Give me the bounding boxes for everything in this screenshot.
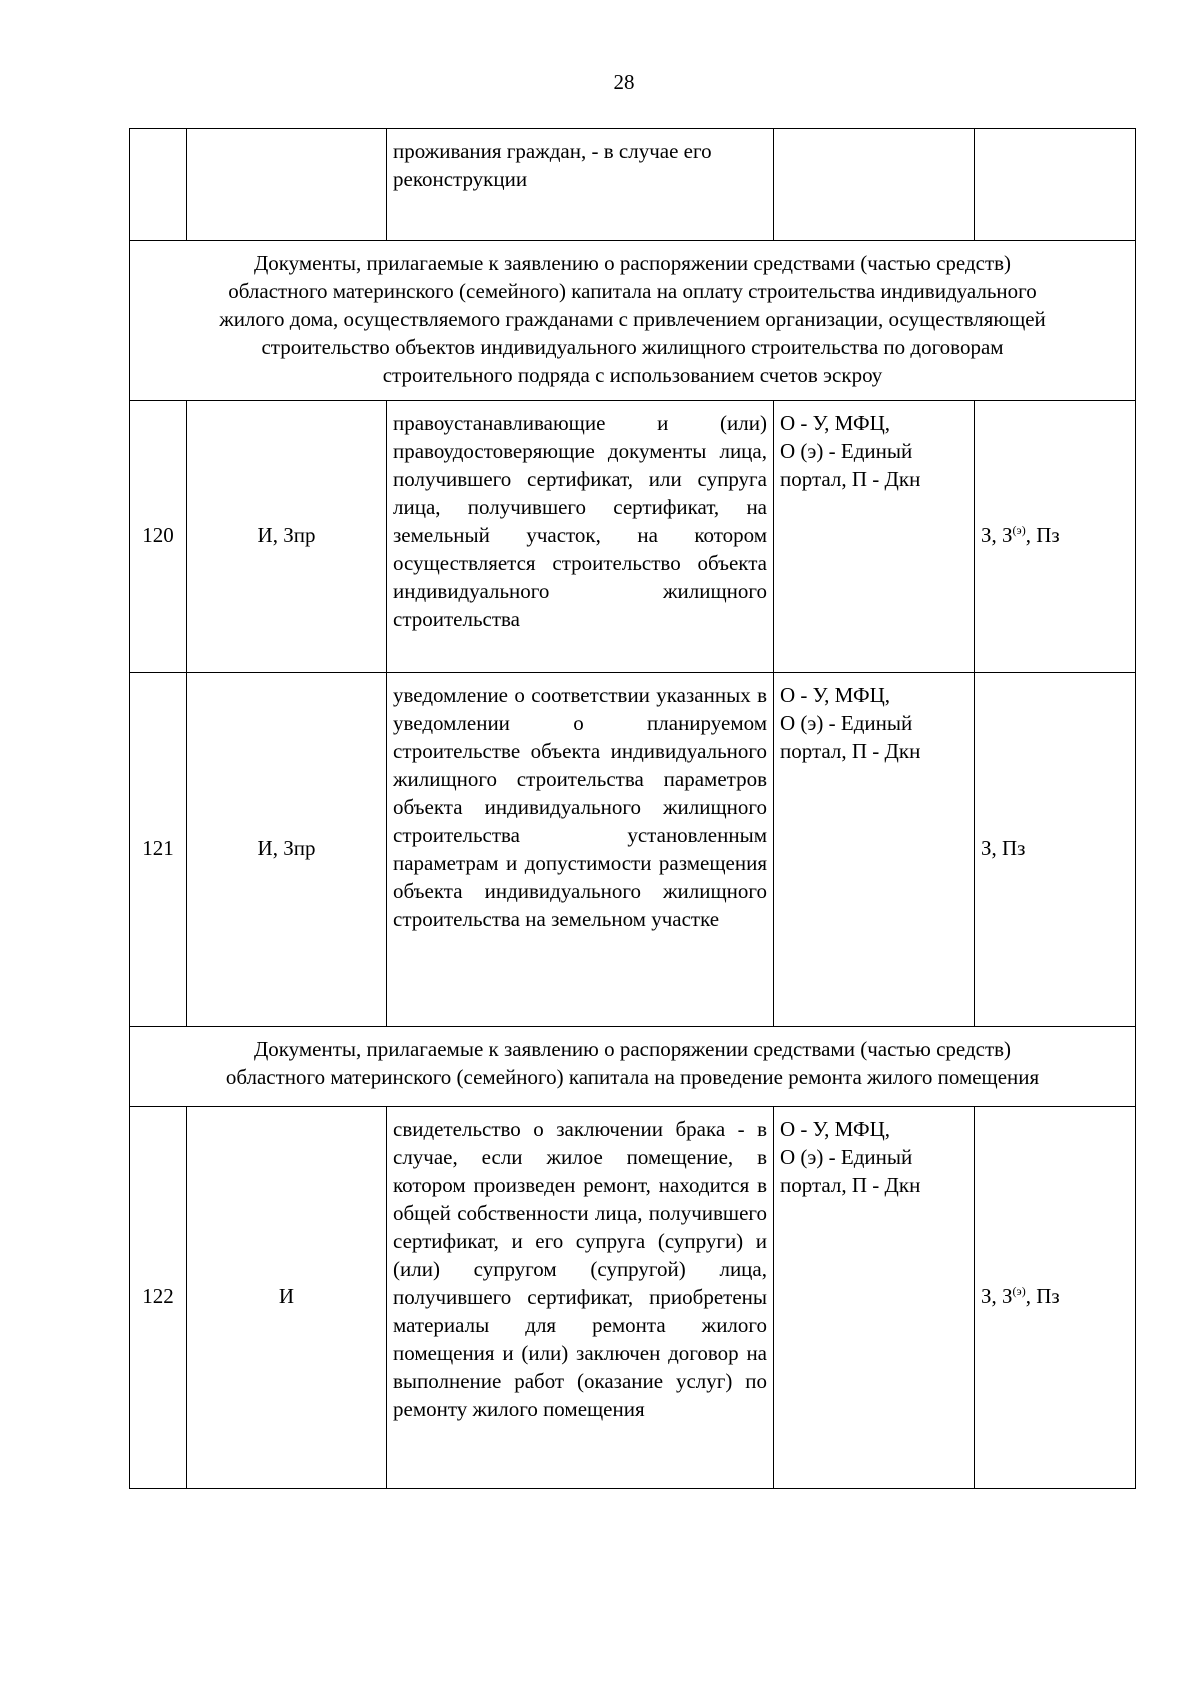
page-number: 28 [613, 70, 635, 94]
section-header [130, 241, 1136, 401]
number-cell [130, 129, 187, 241]
submission-method [774, 1107, 975, 1489]
section-header-line: строительство объектов индивидуального жилищного строительства по договорам [261, 335, 1004, 359]
table-row [130, 1107, 1136, 1489]
submission-method-line: О - У, МФЦ, [780, 683, 891, 707]
table-row [130, 401, 1136, 673]
submission-method-line: О - У, МФЦ, [780, 1117, 891, 1141]
document-kind: И [187, 1107, 387, 1489]
section-header-line: жилого дома, осуществляемого гражданами с привлечением организации, осуществляющей [219, 307, 1046, 331]
table-row-continuation [130, 129, 1136, 241]
submission-method [774, 401, 975, 673]
result-text: З, З [981, 522, 1013, 547]
submission-method-line: О (э) - Единый [780, 1145, 913, 1169]
section-header-line: областного материнского (семейного) капитала на оплату строительства индивидуального [228, 279, 1037, 303]
result-text-suffix: , Пз [1025, 1283, 1060, 1308]
document-kind: И, Зпр [187, 673, 387, 1027]
row-number: 120 [130, 401, 187, 673]
submission-method-line: портал, П - Дкн [780, 467, 921, 491]
result-cell [975, 129, 1136, 241]
submission-method-line: О - У, МФЦ, [780, 411, 891, 435]
result-text: З, З [981, 1283, 1013, 1308]
submission-method [774, 673, 975, 1027]
document-description: правоустанавливающие и (или) правоудостоверяющие документы лица, получившего сертификат, или супруга лица, получившего сертификат, на земельный участок, на котором осуществляется строительство объекта индивидуального жилищного строительства [387, 401, 774, 673]
section-header-row [130, 1027, 1136, 1107]
result-codes [975, 673, 1136, 1027]
table-row [130, 673, 1136, 1027]
result-codes [975, 401, 1136, 673]
result-text-suffix: , Пз [1025, 522, 1060, 547]
document-description: свидетельство о заключении брака - в случае, если жилое помещение, в котором произведен ремонт, находится в общей собственности лица, получившего сертификат, и его супруга (супруги) и (или) супругом (супругой) лица, получившего сертификат, приобретены материалы для ремонта жилого помещения и (или) заключен договор на выполнение работ (оказание услуг) по ремонту жилого помещения [387, 1107, 774, 1489]
result-codes [975, 1107, 1136, 1489]
section-header-line: областного материнского (семейного) капитала на проведение ремонта жилого помещения [225, 1065, 1040, 1089]
submission-method-line: портал, П - Дкн [780, 1173, 921, 1197]
description-line: реконструкции [393, 167, 528, 191]
document-kind: И, Зпр [187, 401, 387, 673]
description-line: проживания граждан, - в случае его [393, 139, 712, 163]
document-description: уведомление о соответствии указанных в уведомлении о планируемом строительстве объекта индивидуального жилищного строительства параметров объекта индивидуального жилищного строительства установленным параметрам и допустимости размещения объекта индивидуального жилищного строительства на земельном участке [387, 673, 774, 1027]
section-header [130, 1027, 1136, 1107]
row-number: 122 [130, 1107, 187, 1489]
section-header-line: строительного подряда с использованием счетов эскроу [382, 363, 883, 387]
submission-method-line: О (э) - Единый [780, 439, 913, 463]
section-header-line: Документы, прилагаемые к заявлению о распоряжении средствами (частью средств) [253, 251, 1012, 275]
kind-cell [187, 129, 387, 241]
documents-table [129, 128, 1136, 1489]
description-cell [387, 129, 774, 241]
result-superscript: (э) [1012, 522, 1026, 537]
result-text: З, Пз [981, 835, 1026, 860]
submission-method-line: портал, П - Дкн [780, 739, 921, 763]
submission-method-line: О (э) - Единый [780, 711, 913, 735]
section-header-line: Документы, прилагаемые к заявлению о распоряжении средствами (частью средств) [253, 1037, 1012, 1061]
submission-method-cell [774, 129, 975, 241]
row-number: 121 [130, 673, 187, 1027]
result-superscript: (э) [1012, 1283, 1026, 1298]
section-header-row [130, 241, 1136, 401]
